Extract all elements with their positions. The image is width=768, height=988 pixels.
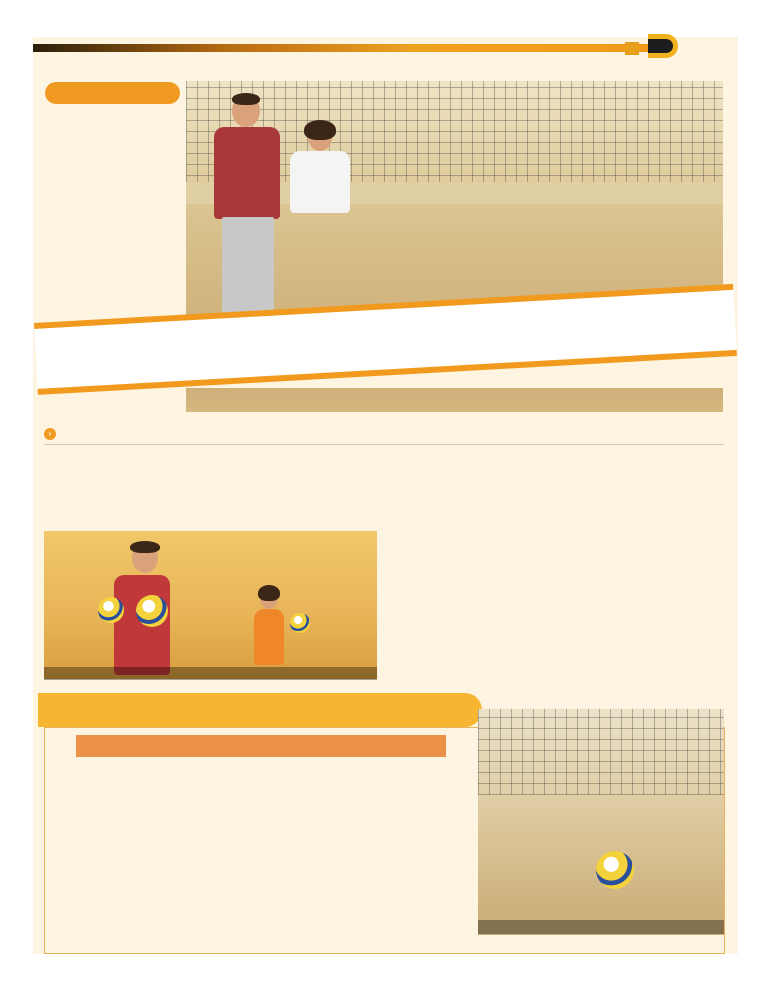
header-bar [33,44,663,52]
three-players-caption [478,920,724,934]
training-photo [44,531,377,679]
three-players-photo [478,709,724,935]
article-col-1 [44,460,207,461]
desportivo-logo [640,34,740,58]
volleyball-icon [596,851,634,889]
volleyball-icon [290,613,310,633]
volleyball-icon [136,595,168,627]
section-title [38,693,482,727]
logo-d-shape [648,34,678,58]
section-col-2 [196,767,328,773]
section-subtitle [76,735,446,757]
logo-text [664,43,670,45]
volleyball-icon [98,597,124,623]
chevron-right-icon: › [44,428,56,440]
training-photo-caption [44,667,377,680]
team-list [55,114,185,125]
team-tab [45,82,180,104]
section-col-3 [337,767,470,773]
subheading [44,426,62,440]
page-number [625,42,639,55]
